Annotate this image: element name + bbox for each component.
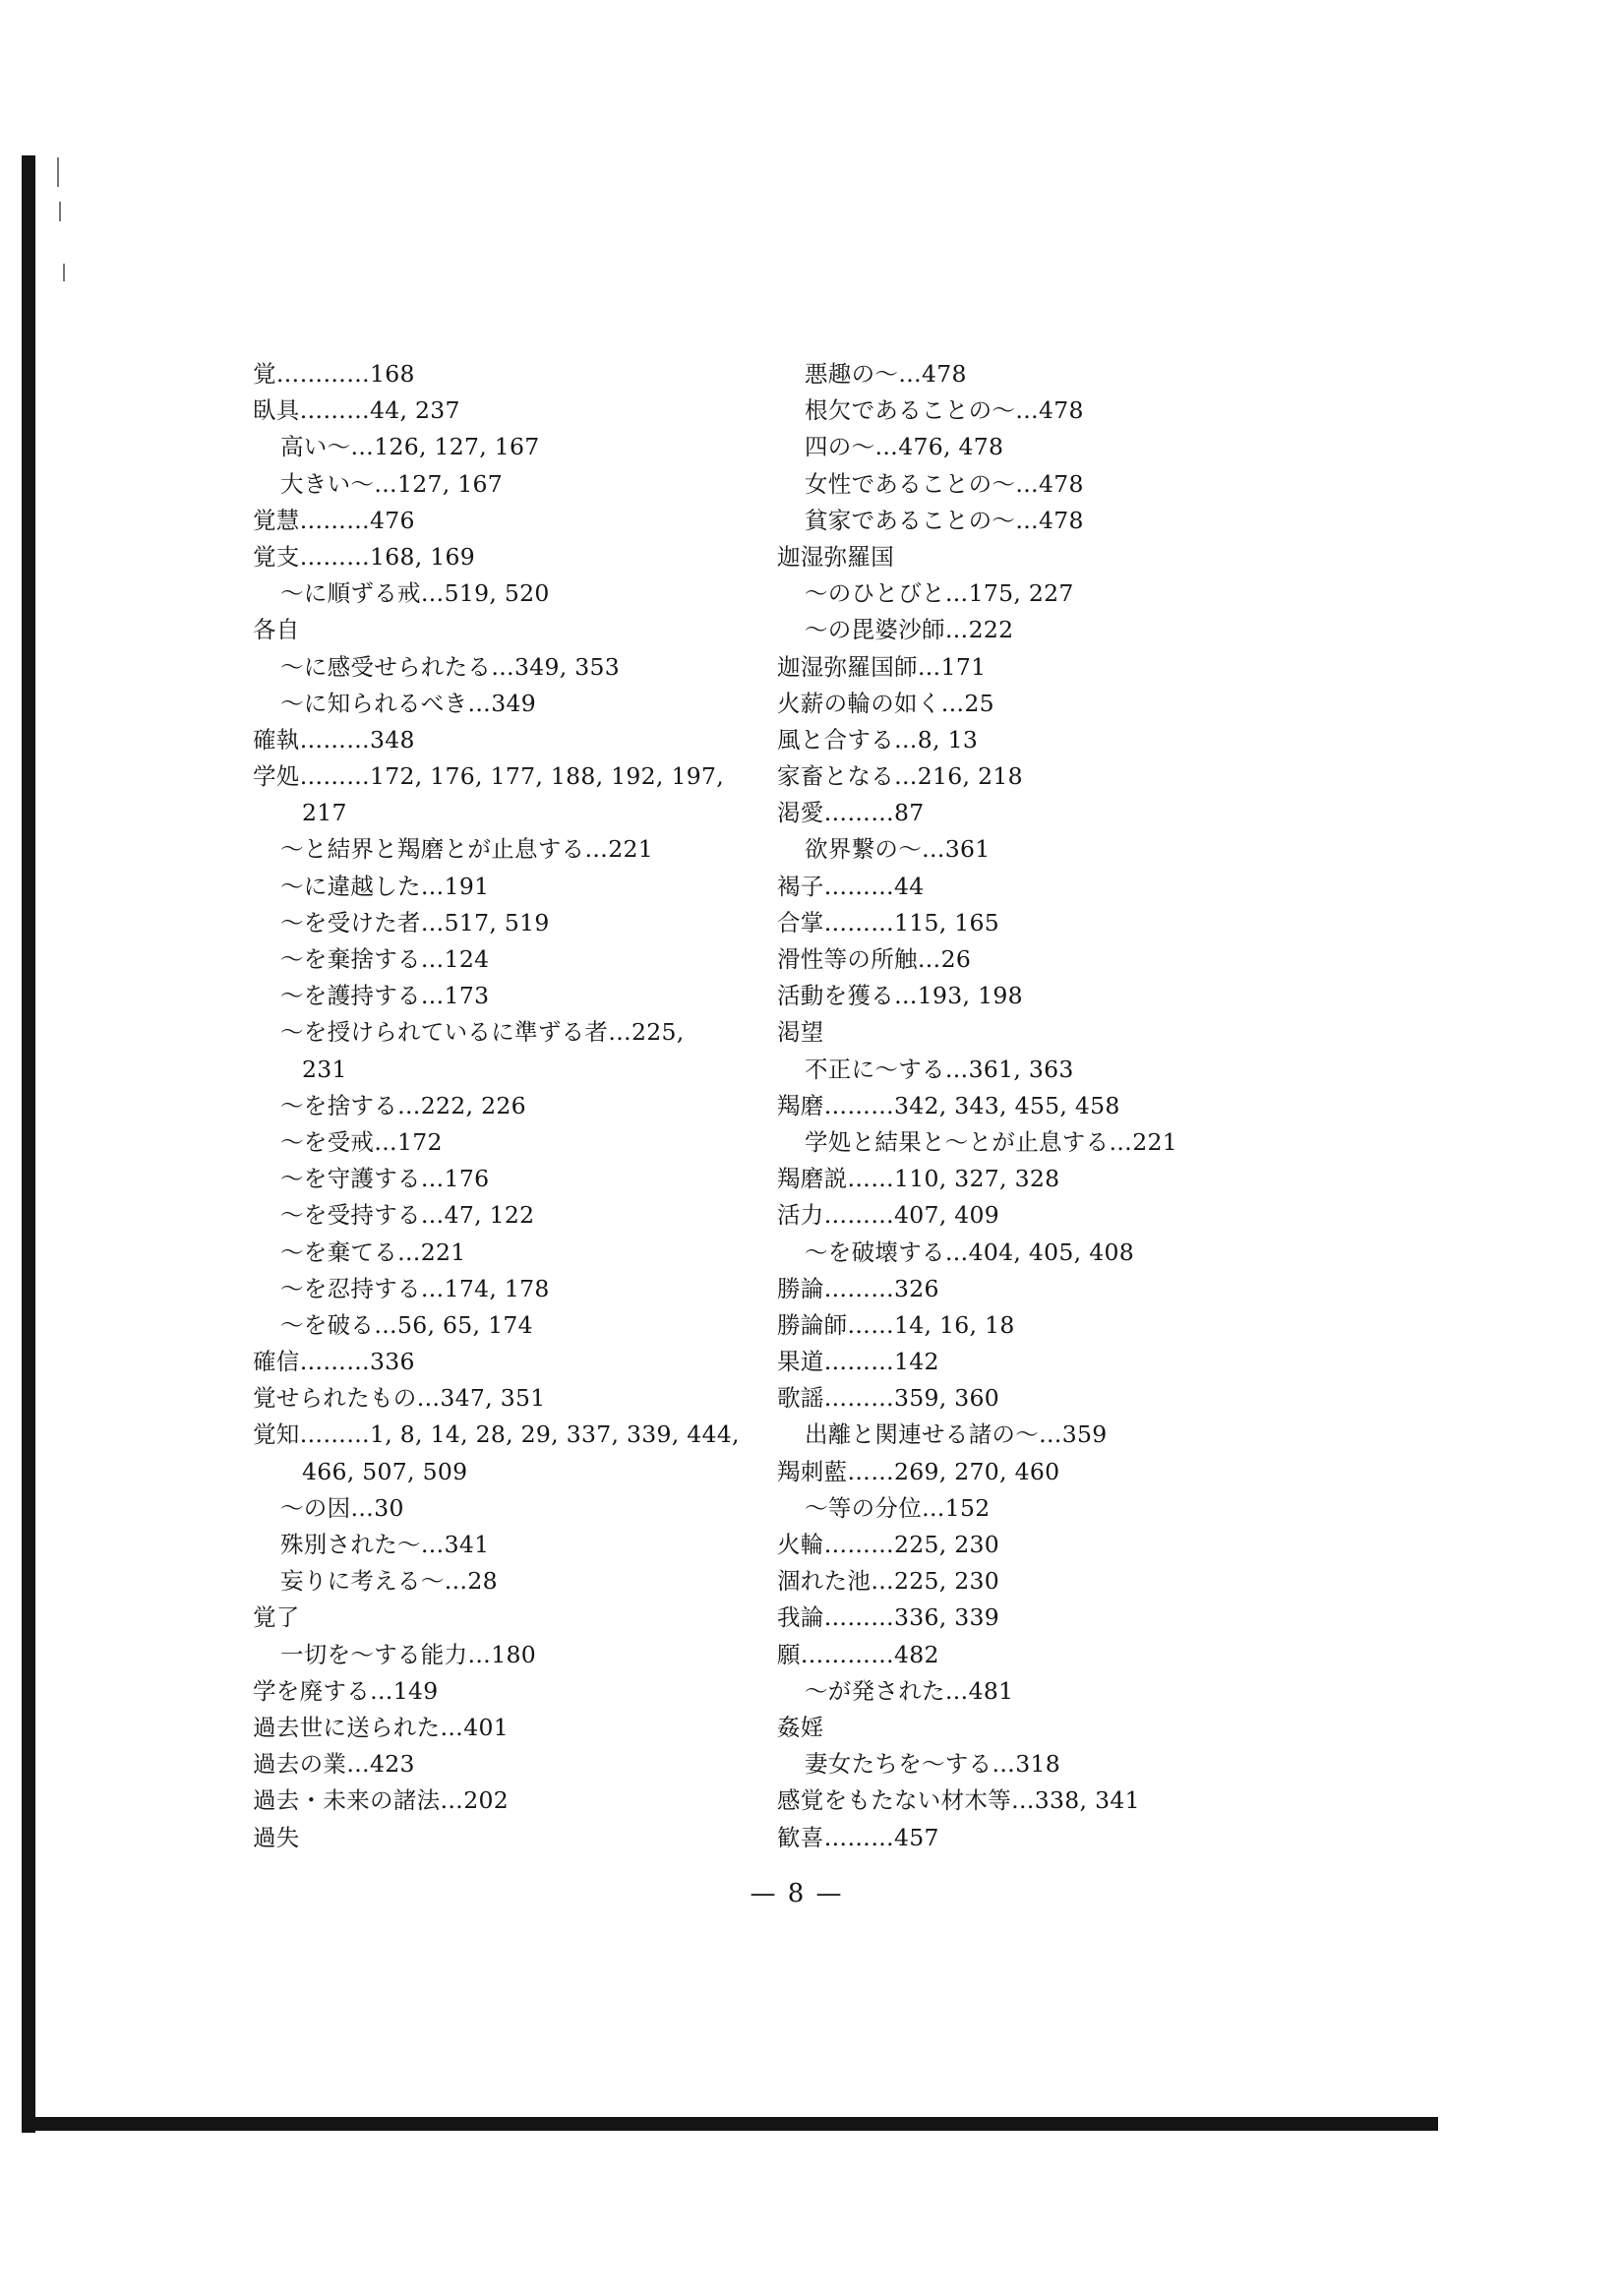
index-entry: 覚…………168 [253, 360, 415, 388]
index-entry: 覚支………168, 169 [253, 542, 476, 571]
index-entry: 確信………336 [253, 1348, 415, 1376]
index-entry: 過去世に送られた…401 [253, 1713, 509, 1741]
index-entry: 感覚をもたない材木等…338, 341 [777, 1786, 1140, 1815]
index-subentry: 出離と関連せる諸の～…359 [805, 1420, 1108, 1449]
index-subentry: 根欠であることの～…478 [805, 396, 1084, 425]
index-entry: 羯磨説……110, 327, 328 [777, 1165, 1060, 1193]
index-entry: 活動を獲る…193, 198 [777, 982, 1023, 1010]
index-subentry: ～に知られるべき…349 [280, 689, 536, 717]
index-subentry: 大きい～…127, 167 [280, 469, 504, 498]
index-subentry: 貧家であることの～…478 [805, 506, 1084, 534]
index-entry: 我論………336, 339 [777, 1603, 1000, 1632]
page-bottom-border [22, 2117, 1438, 2131]
index-entry: 渇望 [777, 1018, 824, 1047]
index-continuation: 217 [302, 799, 347, 827]
index-subentry: 妄りに考える～…28 [280, 1567, 498, 1596]
index-entry: 勝論師……14, 16, 18 [777, 1310, 1015, 1339]
index-entry: 渇愛………87 [777, 799, 925, 827]
index-continuation: 231 [302, 1055, 347, 1083]
index-entry: 姦婬 [777, 1713, 824, 1741]
index-entry: 家畜となる…216, 218 [777, 762, 1023, 791]
index-subentry: ～の因…30 [280, 1493, 404, 1522]
index-entry: 学処………172, 176, 177, 188, 192, 197, [253, 762, 724, 791]
index-subentry: ～に順ずる戒…519, 520 [280, 579, 550, 608]
index-entry: 学を廃する…149 [253, 1676, 439, 1705]
index-entry: 迦湿弥羅国 [777, 542, 894, 571]
index-column-left [253, 356, 784, 1856]
index-entry: 火輪………225, 230 [777, 1531, 1000, 1558]
index-subentry: ～の毘婆沙師…222 [805, 616, 1014, 644]
index-subentry: 不正に～する…361, 363 [805, 1055, 1074, 1083]
index-subentry: ～を授けられているに準ずる者…225, [280, 1018, 685, 1047]
index-subentry: ～を護持する…173 [280, 982, 490, 1010]
index-continuation: 466, 507, 509 [302, 1457, 468, 1485]
index-entry: 風と合する…8, 13 [777, 725, 979, 754]
index-subentry: 女性であることの～…478 [805, 469, 1084, 498]
index-subentry: ～を忍持する…174, 178 [280, 1274, 550, 1302]
index-entry: 歓喜………457 [777, 1823, 939, 1851]
index-entry: 覚せられたもの…347, 351 [253, 1384, 546, 1413]
index-subentry: ～等の分位…152 [805, 1493, 991, 1522]
index-entry: 過去・未来の諸法…202 [253, 1786, 509, 1815]
index-subentry: ～と結界と羯磨とが止息する…221 [280, 835, 653, 864]
index-entry: 羯磨………342, 343, 455, 458 [777, 1091, 1120, 1119]
index-subentry: 欲界繋の～…361 [805, 835, 991, 864]
index-subentry: 四の～…476, 478 [805, 433, 1004, 461]
index-subentry: 高い～…126, 127, 167 [280, 433, 540, 461]
index-entry: 覚了 [253, 1603, 300, 1632]
index-subentry: ～のひとびと…175, 227 [805, 579, 1074, 608]
index-entry: 確執………348 [253, 725, 415, 754]
index-entry: 勝論………326 [777, 1274, 939, 1302]
index-subentry: ～を受けた者…517, 519 [280, 908, 550, 937]
index-entry: 過去の業…423 [253, 1750, 415, 1779]
index-subentry: ～を守護する…176 [280, 1165, 490, 1193]
index-subentry: ～を棄てる…221 [280, 1238, 466, 1266]
index-entry: 歌謡………359, 360 [777, 1384, 1000, 1413]
index-subentry: ～に違越した…191 [280, 872, 490, 900]
index-entry: 迦湿弥羅国師…171 [777, 652, 987, 681]
index-entry: 各自 [253, 616, 300, 644]
scan-speck [59, 202, 61, 221]
index-entry: 覚知………1, 8, 14, 28, 29, 337, 339, 444, [253, 1420, 740, 1449]
index-subentry: ～を受戒…172 [280, 1127, 443, 1156]
index-column-right [777, 356, 1308, 1856]
index-entry: 覚慧………476 [253, 506, 415, 534]
index-entry: 願…………482 [777, 1640, 939, 1668]
index-subentry: ～に感受せられたる…349, 353 [280, 652, 621, 681]
index-subentry: 妻女たちを～する…318 [805, 1750, 1060, 1779]
index-entry: 褐子………44 [777, 872, 925, 900]
index-entry: 活力………407, 409 [777, 1201, 1000, 1230]
scan-speck [57, 157, 59, 187]
index-subentry: ～を破壊する…404, 405, 408 [805, 1238, 1134, 1266]
index-entry: 臥具………44, 237 [253, 396, 460, 425]
page-left-border [22, 155, 35, 2133]
index-entry: 果道………142 [777, 1348, 939, 1376]
index-subentry: 悪趣の～…478 [805, 360, 967, 388]
index-entry: 滑性等の所触…26 [777, 945, 972, 973]
index-entry: 過失 [253, 1823, 300, 1851]
index-subentry: 一切を～する能力…180 [280, 1640, 536, 1668]
index-subentry: ～が発された…481 [805, 1676, 1014, 1705]
index-entry: 合掌………115, 165 [777, 908, 1000, 937]
index-subentry: ～を破る…56, 65, 174 [280, 1310, 533, 1339]
scan-speck [63, 264, 65, 281]
index-entry: 火薪の輪の如く…25 [777, 689, 994, 717]
page-number: — 8 — [750, 1879, 844, 1908]
index-subentry: ～を棄捨する…124 [280, 945, 490, 973]
index-entry: 羯刺藍……269, 270, 460 [777, 1457, 1060, 1485]
index-subentry: ～を捨する…222, 226 [280, 1091, 526, 1119]
index-entry: 涸れた池…225, 230 [777, 1567, 1000, 1596]
index-subentry: ～を受持する…47, 122 [280, 1201, 535, 1230]
index-subentry: 殊別された～…341 [280, 1531, 490, 1558]
index-subentry: 学処と結果と～とが止息する…221 [805, 1127, 1177, 1156]
